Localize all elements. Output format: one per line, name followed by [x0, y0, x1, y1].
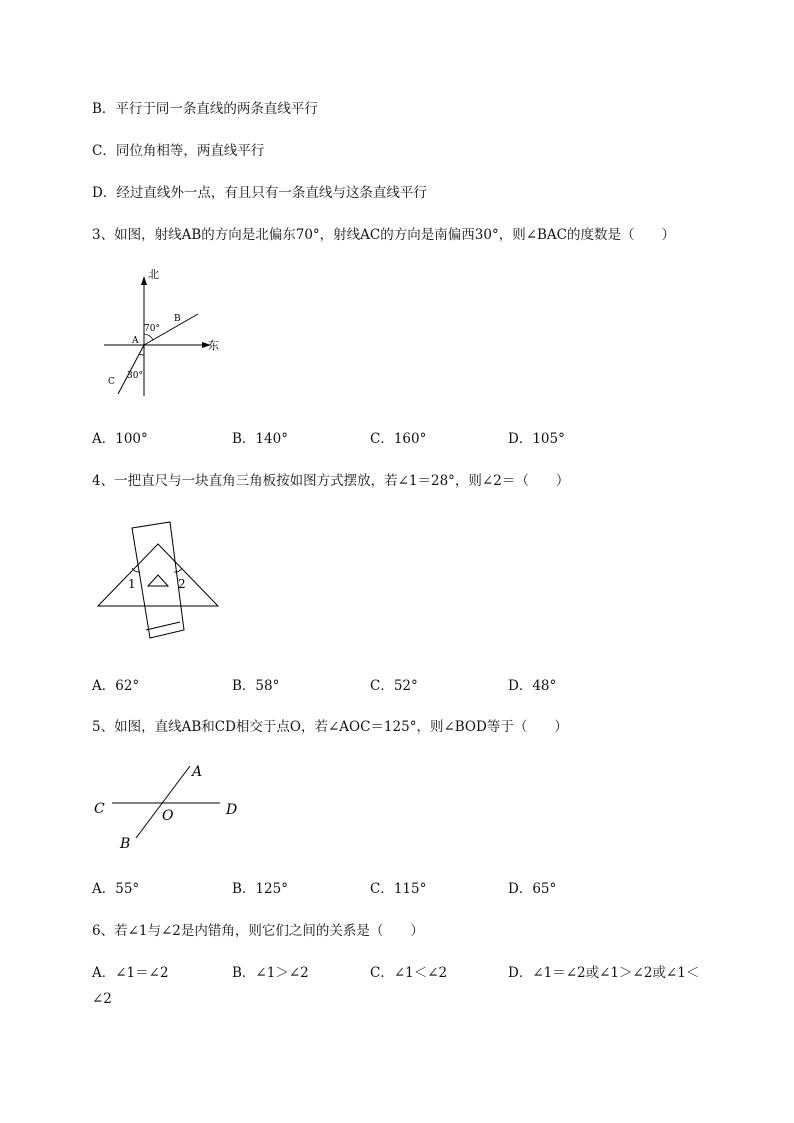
q5-stem: 5、如图，直线AB和CD相交于点O，若∠AOC＝125°，则∠BOD等于（ ）	[92, 719, 568, 735]
q6-option-d: D．∠1＝∠2或∠1＞∠2或∠1＜	[508, 965, 700, 981]
q3-figure-compass	[98, 268, 228, 400]
q6-option-d-continued: ∠2	[92, 991, 112, 1007]
q3-option-a: A．100°	[92, 431, 148, 447]
point-d-label: D	[226, 802, 238, 818]
point-b-label: B	[174, 314, 181, 324]
q3-option-b: B．140°	[232, 431, 288, 447]
ruler	[132, 522, 184, 638]
prev-option-b: B．平行于同一条直线的两条直线平行	[92, 101, 318, 117]
q4-stem: 4、一把直尺与一块直角三角板按如图方式摆放，若∠1＝28°，则∠2＝（ ）	[92, 473, 570, 489]
north-arrow-icon	[141, 276, 147, 285]
q4-option-d: D．48°	[508, 678, 557, 694]
line-ab	[136, 766, 190, 838]
q4-option-c: C．52°	[370, 678, 418, 694]
prev-option-c: C．同位角相等，两直线平行	[92, 143, 265, 159]
angle-70-arc	[144, 334, 153, 340]
q4-option-b: B．58°	[232, 678, 280, 694]
point-c-label: C	[108, 377, 115, 387]
point-b-label: B	[120, 836, 131, 852]
q5-option-b: B．125°	[232, 881, 288, 897]
angle-2-label: 2	[178, 577, 186, 591]
angle-30-label: 30°	[127, 371, 143, 381]
point-o-label: O	[162, 808, 174, 824]
q4-option-a: A．62°	[92, 678, 140, 694]
q5-figure-intersecting-lines	[90, 760, 250, 856]
point-a-label: A	[132, 336, 139, 346]
q3-option-d: D．105°	[508, 431, 565, 447]
point-c-label: C	[94, 801, 105, 817]
q5-option-d: D．65°	[508, 881, 557, 897]
angle-70-label: 70°	[144, 324, 160, 334]
angle-30-arc	[139, 354, 144, 355]
q3-stem: 3、如图，射线AB的方向是北偏东70°，射线AC的方向是南偏西30°，则∠BAC的度数是（ ）	[92, 227, 676, 243]
q6-option-b: B．∠1＞∠2	[232, 965, 309, 981]
q6-option-c: C．∠1＜∠2	[370, 965, 448, 981]
q5-option-a: A．55°	[92, 881, 140, 897]
q3-option-c: C．160°	[370, 431, 427, 447]
point-a-label: A	[192, 764, 203, 780]
east-label: 东	[208, 339, 219, 352]
north-label: 北	[148, 268, 159, 281]
q5-option-c: C．115°	[370, 881, 427, 897]
q4-figure-ruler-triangle	[94, 520, 224, 644]
ray-ac	[118, 345, 144, 394]
prev-option-d: D．经过直线外一点，有且只有一条直线与这条直线平行	[92, 185, 427, 201]
angle-1-label: 1	[128, 577, 136, 591]
q6-stem: 6、若∠1与∠2是内错角，则它们之间的关系是（ ）	[92, 923, 424, 939]
q6-option-a: A．∠1＝∠2	[92, 965, 169, 981]
